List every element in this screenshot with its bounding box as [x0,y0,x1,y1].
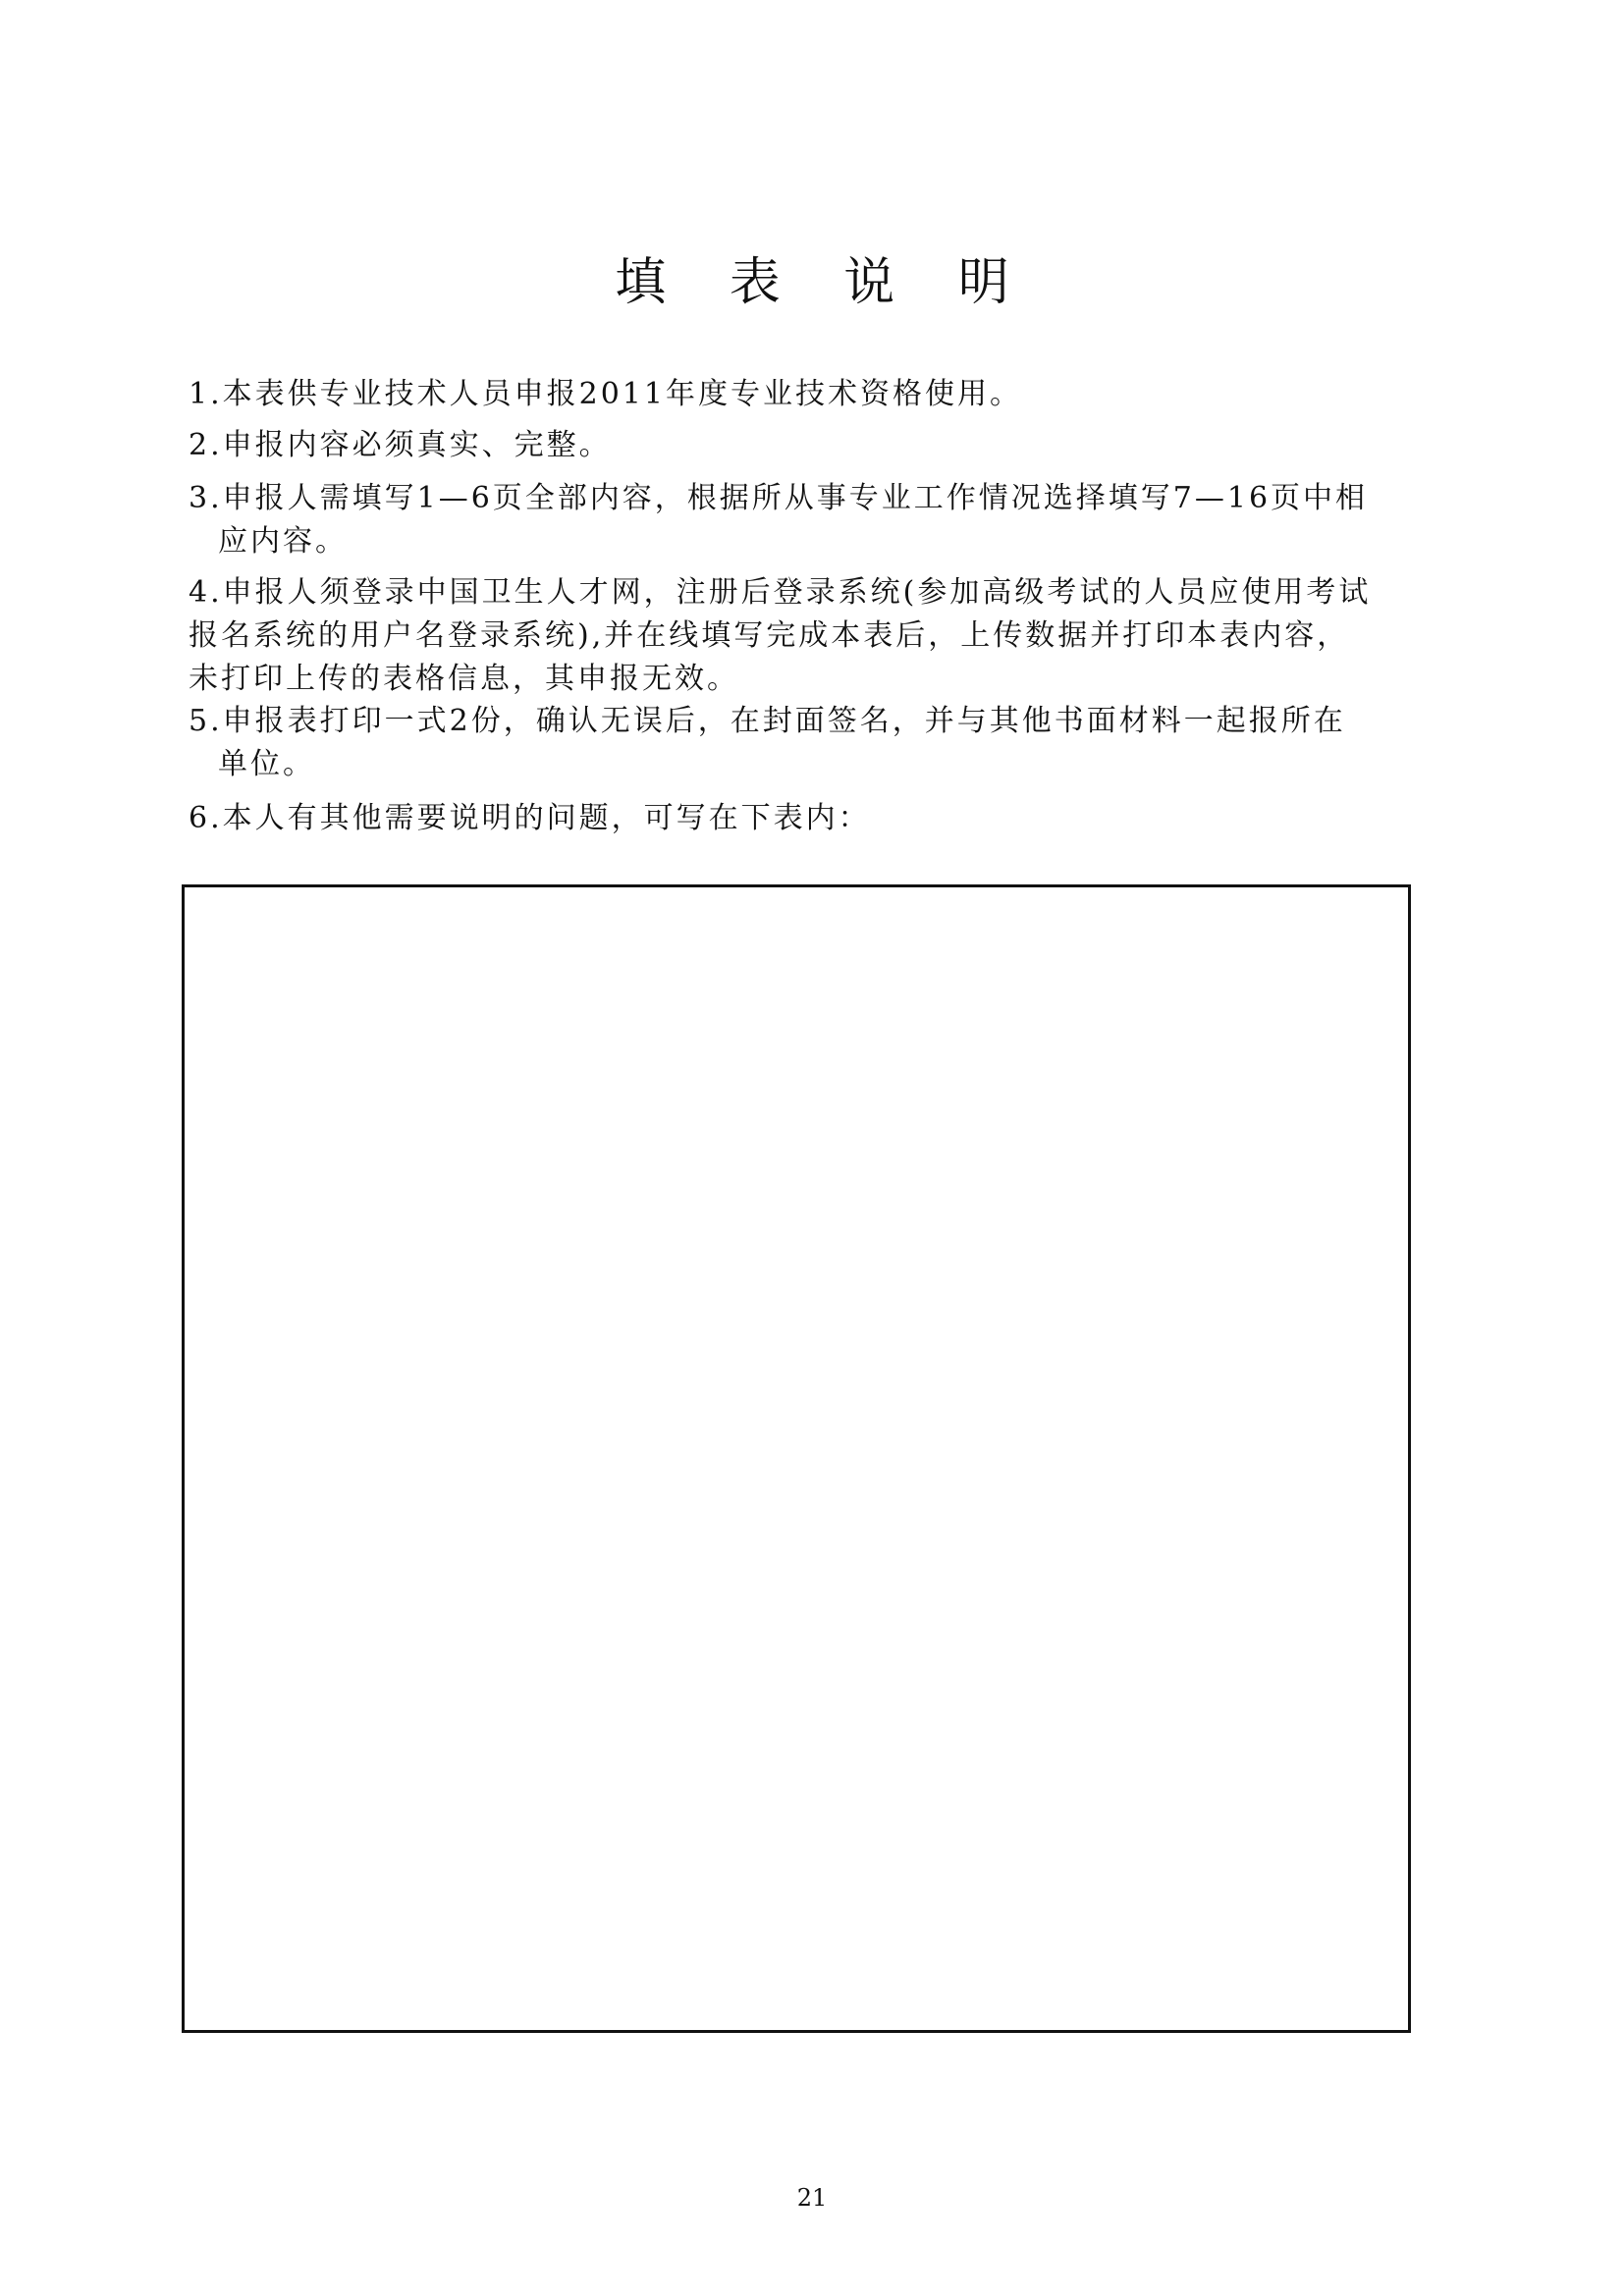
instruction-1-line-1: 1.本表供专业技术人员申报2011年度专业技术资格使用。 [189,377,1022,411]
notes-box[interactable] [182,884,1411,2033]
instruction-3-line-1: 3.申报人需填写1—6页全部内容，根据所从事专业工作情况选择填写7—16页中相 [189,481,1369,515]
instruction-4 [189,571,1416,701]
instruction-4-line-1: 4.申报人须登录中国卫生人才网，注册后登录系统(参加高级考试的人员应使用考试 [189,575,1372,610]
instruction-6-line-1: 6.本人有其他需要说明的问题，可写在下表内： [189,801,871,835]
instruction-2 [189,424,1416,467]
instruction-5-line-2: 单位。 [218,747,315,781]
instruction-1 [189,373,1416,416]
page-number: 21 [796,2184,828,2212]
instruction-3 [189,477,1416,563]
page-title: 填 表 说 明 [615,253,1033,312]
instruction-3-line-2: 应内容。 [218,524,348,559]
instruction-5 [189,700,1416,786]
instruction-5-line-1: 5.申报表打印一式2份，确认无误后，在封面签名，并与其他书面材料一起报所在 [189,704,1346,738]
instruction-2-line-1: 2.申报内容必须真实、完整。 [189,428,612,462]
instruction-6 [189,797,1416,840]
instruction-4-line-3: 未打印上传的表格信息，其申报无效。 [189,662,739,696]
instruction-4-line-2: 报名系统的用户名登录系统),并在线填写完成本表后，上传数据并打印本表内容， [189,618,1350,653]
